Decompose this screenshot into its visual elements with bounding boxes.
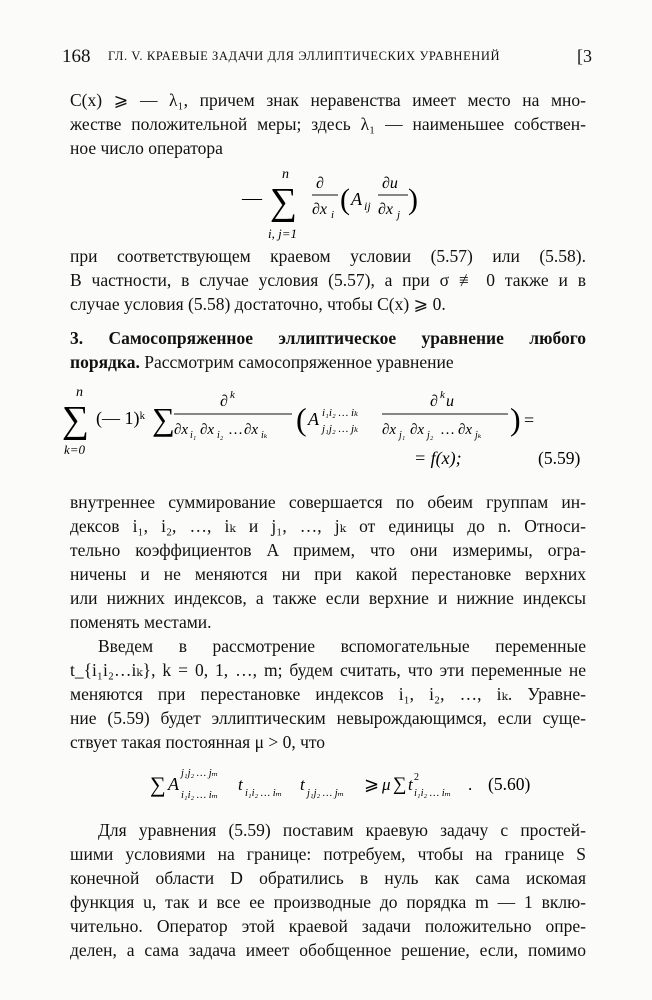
text-line: шими условиями на границе: потребуем, чтобы на границе S	[70, 844, 586, 864]
text-line: ствует такая постоянная μ > 0, что	[70, 732, 326, 752]
svg-text:∂: ∂	[220, 393, 228, 410]
text-line: C(x) ⩾ — λ₁, причем знак неравенства имеет место на мно-	[70, 90, 586, 110]
text-line: ное число оператора	[70, 138, 223, 158]
svg-text:.: .	[468, 775, 473, 794]
section-intro: Рассмотрим самосопряженное уравнение	[139, 352, 454, 372]
svg-text:μ: μ	[382, 775, 391, 794]
svg-text:(: (	[296, 401, 307, 437]
svg-text:A: A	[308, 409, 319, 429]
svg-text:∂: ∂	[316, 175, 324, 192]
svg-text:∂u: ∂u	[382, 175, 398, 192]
running-title: ГЛ. V. КРАЕВЫЕ ЗАДАЧИ ДЛЯ ЭЛЛИПТИЧЕСКИХ УРАВНЕНИЙ	[108, 49, 501, 63]
section-title-line	[70, 350, 586, 374]
svg-text:i₂: i₂	[217, 430, 224, 441]
text-line: или нижних индексов, а также если верхние и нижние индексы	[70, 588, 586, 608]
page-number: 168	[62, 46, 91, 67]
svg-text:∂x: ∂x	[382, 422, 397, 438]
inner-sum-symbol: ∑	[152, 401, 175, 437]
eq-minus: —	[242, 187, 262, 209]
sum-lower-limit: k=0	[64, 442, 86, 457]
svg-text:∂x: ∂x	[174, 422, 189, 438]
svg-text:i₁i₂ … iₖ: i₁i₂ … iₖ	[322, 407, 359, 419]
svg-text:2: 2	[414, 772, 419, 783]
section-mark: [3	[577, 46, 592, 66]
svg-text:j₁j₂ … jₘ: j₁j₂ … jₘ	[181, 768, 219, 779]
text-line: конечной области D обратились в нуль как сама искомая	[70, 868, 586, 888]
svg-text:A: A	[168, 774, 179, 794]
sign-factor: (— 1)ᵏ	[96, 408, 146, 428]
sum-upper-limit: n	[282, 167, 289, 182]
svg-text:∂x: ∂x	[312, 201, 328, 218]
equation-5-60	[150, 756, 590, 812]
svg-text:∂x: ∂x	[378, 201, 394, 218]
text-line: В частности, в случае условия (5.57), а при σ ≢ 0 также и в	[70, 270, 586, 290]
svg-text:k: k	[440, 389, 445, 401]
section-title-cont: порядка.	[70, 352, 140, 372]
svg-text:⩾: ⩾	[364, 774, 380, 794]
text-line: Введем в рассмотрение вспомогательные переменные	[98, 636, 586, 656]
sum-symbol: ∑	[150, 772, 166, 797]
svg-text:(: (	[340, 183, 350, 216]
text-line: поменять местами.	[70, 612, 212, 632]
svg-text:t: t	[238, 775, 243, 794]
svg-text:∂: ∂	[430, 393, 438, 410]
equation-rhs: = f(x);	[414, 448, 462, 468]
svg-text:j₁j₂ … jₘ: j₁j₂ … jₘ	[307, 788, 345, 799]
svg-text:t: t	[408, 775, 413, 794]
svg-text:j₁: j₁	[399, 430, 406, 441]
running-header	[62, 46, 592, 70]
svg-text:j₁j₂ … jₖ: j₁j₂ … jₖ	[322, 423, 359, 435]
svg-text:ij: ij	[364, 199, 371, 213]
svg-text:∂x: ∂x	[458, 422, 473, 438]
text-line: дексов i₁, i₂, …, iₖ и j₁, …, jₖ от единицы до n. Относи-	[70, 516, 586, 536]
svg-text:∑: ∑	[393, 774, 407, 795]
svg-text:i₁: i₁	[190, 430, 197, 441]
equation-number: (5.59)	[538, 448, 581, 468]
svg-text:k: k	[230, 389, 235, 401]
text-line: случае условия (5.58) достаточно, чтобы C(x) ⩾ 0.	[70, 294, 446, 314]
svg-text:): )	[408, 183, 418, 216]
svg-text:iₖ: iₖ	[261, 430, 268, 441]
section-title-line	[70, 326, 586, 350]
svg-text:t: t	[300, 775, 305, 794]
text-line: внутреннее суммирование совершается по обеим группам ин-	[70, 492, 586, 512]
text-line: делен, а сама задача имеет обобщенное решение, если, помимо	[70, 940, 586, 960]
text-line: ние (5.59) будет эллиптическим невырождающимся, если суще-	[70, 708, 586, 728]
svg-text:i₁i₂ … iₘ: i₁i₂ … iₘ	[245, 788, 283, 799]
svg-text:): )	[510, 401, 521, 437]
svg-text:∂x: ∂x	[244, 422, 259, 438]
svg-text:i₁i₂ … iₘ: i₁i₂ … iₘ	[181, 790, 219, 801]
text-line: тельно коэффициентов A примем, что они измеримы, огра-	[70, 540, 586, 560]
text-line: Для уравнения (5.59) поставим краевую задачу с простей-	[98, 820, 586, 840]
text-line: меняются при перестановке индексов i₁, i₂, …, iₖ. Уравне-	[70, 684, 586, 704]
text-line: ничены и не меняются ни при какой перестановке верхних	[70, 564, 586, 584]
svg-text:jₖ: jₖ	[475, 430, 482, 441]
svg-text:j: j	[397, 209, 401, 221]
sum-symbol: ∑	[62, 399, 90, 441]
text-line: при соответствующем краевом условии (5.57) или (5.58).	[70, 246, 586, 266]
text-line: жестве положительной меры; здесь λ₁ — наименьшее собствен-	[70, 114, 586, 134]
text-line: чительно. Оператор этой краевой задачи положительно опре-	[70, 916, 586, 936]
svg-text:u: u	[446, 393, 454, 410]
sum-upper-limit: n	[76, 385, 83, 400]
equation-operator	[230, 160, 440, 242]
equation-number: (5.60)	[488, 774, 531, 794]
svg-text:…: …	[228, 422, 243, 438]
text-line: функция u, так и все ее производные до порядка m — 1 вклю-	[70, 892, 586, 912]
svg-text:i₁i₂ … iₘ: i₁i₂ … iₘ	[414, 788, 452, 799]
section-title: 3. Самосопряженное эллиптическое уравнение любого	[70, 328, 586, 348]
svg-text:j₂: j₂	[427, 430, 434, 441]
sum-symbol: ∑	[270, 181, 298, 223]
svg-text:A: A	[351, 189, 362, 209]
equation-5-59	[60, 380, 600, 476]
svg-text:∂x: ∂x	[200, 422, 215, 438]
sum-lower-limit: i, j=1	[268, 226, 297, 241]
svg-text:∂x: ∂x	[410, 422, 425, 438]
text-line: t_{i₁i₂…iₖ}, k = 0, 1, …, m; будем считать, что эти переменные не	[70, 660, 586, 680]
svg-text:i: i	[331, 209, 335, 221]
svg-text:…: …	[440, 422, 455, 438]
svg-text:=: =	[524, 410, 535, 430]
